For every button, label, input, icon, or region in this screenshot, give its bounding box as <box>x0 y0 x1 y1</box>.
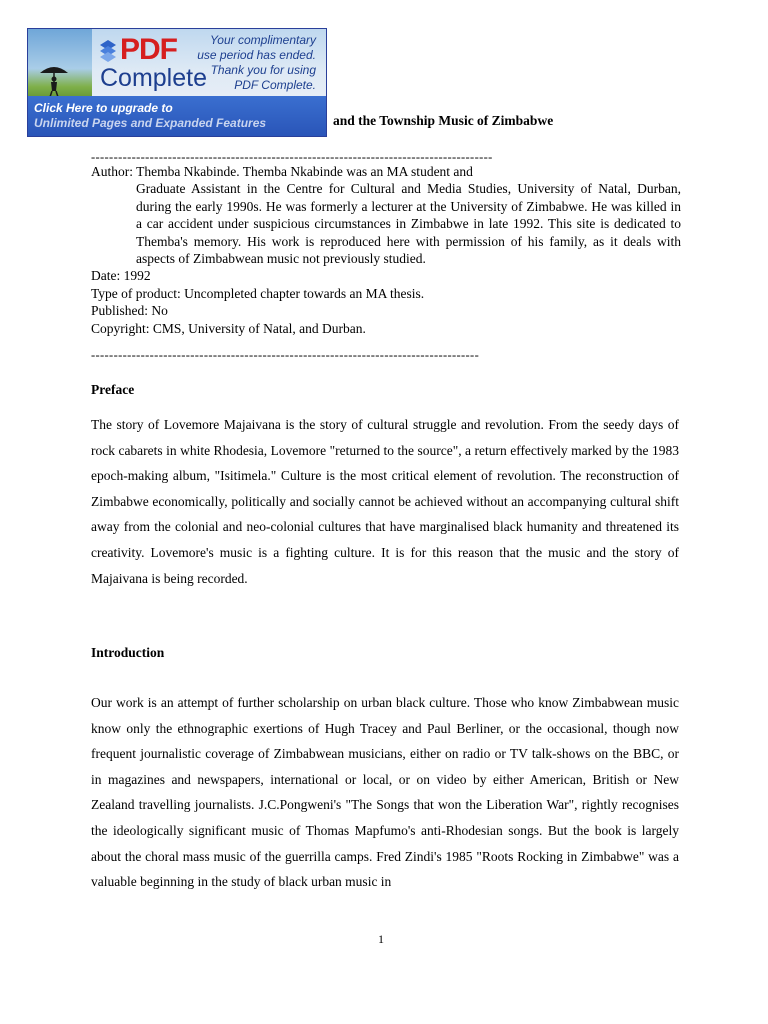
author-description: Graduate Assistant in the Centre for Cultural and Media Studies, University of Natal, Durban, during the early 1990s. He was formerly a lecturer at the University of Zimbabwe. He was killed in a car accident under suspicious circumstances in Zimbabwe in late 1992. This site is dedicated to Themba's memory. His work is reproduced here with permission of his family, as it deals with aspects of Zimbabwean music not previously studied. <box>136 181 681 267</box>
logo-complete-text: Complete <box>100 64 207 92</box>
document-title: and the Township Music of Zimbabwe <box>333 113 554 128</box>
umbrella-figure-icon <box>34 59 74 99</box>
banner-message-line: PDF Complete. <box>234 78 316 92</box>
preface-heading: Preface <box>91 382 135 397</box>
introduction-heading: Introduction <box>91 645 165 660</box>
logo-pdf-text: PDF <box>120 33 177 66</box>
author-line: Author: Themba Nkabinde. Themba Nkabinde was an MA student and <box>91 164 473 179</box>
upgrade-link-line2[interactable]: Unlimited Pages and Expanded Features <box>34 116 267 130</box>
published-line: Published: No <box>91 303 168 319</box>
banner-message-line: use period has ended. <box>197 48 316 62</box>
banner-message-line: Thank you for using <box>210 63 316 77</box>
separator-bottom: -------------------------------------------------------------------------------------- <box>91 348 480 362</box>
pdf-complete-banner[interactable] <box>27 28 327 137</box>
upgrade-link-line1[interactable]: Click Here to upgrade to <box>34 101 173 115</box>
banner-message-line: Your complimentary <box>209 33 316 47</box>
copyright-line: Copyright: CMS, University of Natal, and Durban. <box>91 320 366 336</box>
upgrade-link[interactable] <box>28 96 326 136</box>
document-metadata <box>91 163 681 337</box>
separator-top: ----------------------------------------------------------------------------------------- <box>91 150 493 164</box>
preface-paragraph: The story of Lovemore Majaivana is the story of cultural struggle and revolution. From the seedy days of rock cabarets in white Rhodesia, Lovemore "returned to the source", a return effectively marked by the 1983 epoch-making album, "Isitimela." Culture is the most critical element of revolution. The reconstruction of Zimbabwe economically, politically and socially cannot be achieved without an accompanying cultural shift away from the colonial and neo-colonial cultures that have marginalised black humanity and threatened its creativity. Lovemore's music is a fighting culture. It is for this reason that the music and the story of Majaivana is being recorded. <box>91 417 679 586</box>
date-line: Date: 1992 <box>91 268 151 284</box>
product-type-line: Type of product: Uncompleted chapter towards an MA thesis. <box>91 285 425 301</box>
logo-check-icon <box>98 39 118 63</box>
introduction-paragraph: Our work is an attempt of further scholarship on urban black culture. Those who know Zimbabwean music know only the ethnographic exertions of Hugh Tracey and Paul Berliner, or the occasional, though now frequent journalistic coverage of Zimbabwean musicians, either on radio or TV talk-shows on the BBC, or in magazines and newspapers, international or local, or on video by either American, British or New Zealand travelling journalists. J.C.Pongweni's "The Songs that won the Liberation War", rightly recognises the ideologically significant music of Thomas Mapfumo's anti-Rhodesian songs. But the book is largely about the choral mass music of the guerrilla camps. Fred Zindi's 1985 "Roots Rocking in Zimbabwe" was a valuable beginning in the study of black urban music in <box>91 695 679 890</box>
banner-message <box>186 33 316 93</box>
page-number: 1 <box>378 932 384 946</box>
